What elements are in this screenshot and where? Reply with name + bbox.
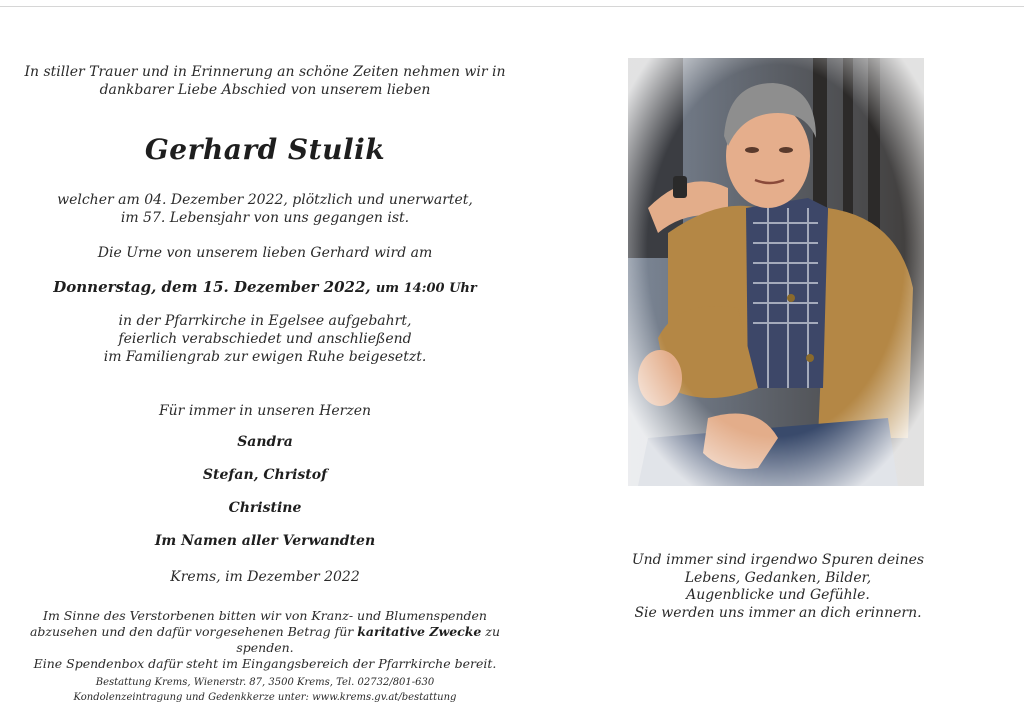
memorial-quote: Und immer sind irgendwo Spuren deines Lebens, Gedanken, Bilder, Augenblicke und Gefühle. Sie werden uns immer an dich erinnern. [631,552,925,621]
mourner-christine: Christine [228,500,302,516]
mourner-stefan-christof: Stefan, Christof [202,467,328,483]
ceremony-date [20,278,510,296]
charity-emphasis: karitative Zwecke [357,624,482,639]
ceremony-day: Donnerstag, dem 15. Dezember 2022, [53,278,371,296]
donation-text: Im Sinne des Verstorbenen bitten wir von Kranz- und Blumenspenden abzusehen und den dafür vorgesehenen Betrag für karitative Zwecke zu spenden. Eine Spendenbox dafür steht im Eingangsbereich der Pfarrkirche bereit. [29,608,501,671]
intro-text: In stiller Trauer und in Erinnerung an schöne Zeiten nehmen wir in dankbarer Liebe Abschied von unserem lieben [24,64,506,98]
funeral-home-info: Bestattung Krems, Wienerstr. 87, 3500 Krems, Tel. 02732/801-630 Kondolenzeintragung und Gedenkkerze unter: www.krems.gv.at/bestattung [73,677,457,703]
place-date: Krems, im Dezember 2022 [170,569,360,585]
portrait-image [628,58,924,486]
ceremony-time: um 14:00 Uhr [375,281,477,296]
passing-text: welcher am 04. Dezember 2022, plötzlich und unerwartet, im 57. Lebensjahr von uns gegangen ist. [57,192,473,226]
top-edge-line [0,6,1024,7]
forever-line: Für immer in unseren Herzen [158,403,372,419]
deceased-name: Gerhard Stulik [144,133,386,166]
mourner-sandra: Sandra [237,434,293,450]
urn-intro: Die Urne von unserem lieben Gerhard wird am [97,245,433,261]
ceremony-details: in der Pfarrkirche in Egelsee aufgebahrt, feierlich verabschiedet und anschließend im Familiengrab zur ewigen Ruhe beigesetzt. [103,313,427,365]
mourner-relatives: Im Namen aller Verwandten [154,533,376,549]
portrait-photo [628,58,924,486]
